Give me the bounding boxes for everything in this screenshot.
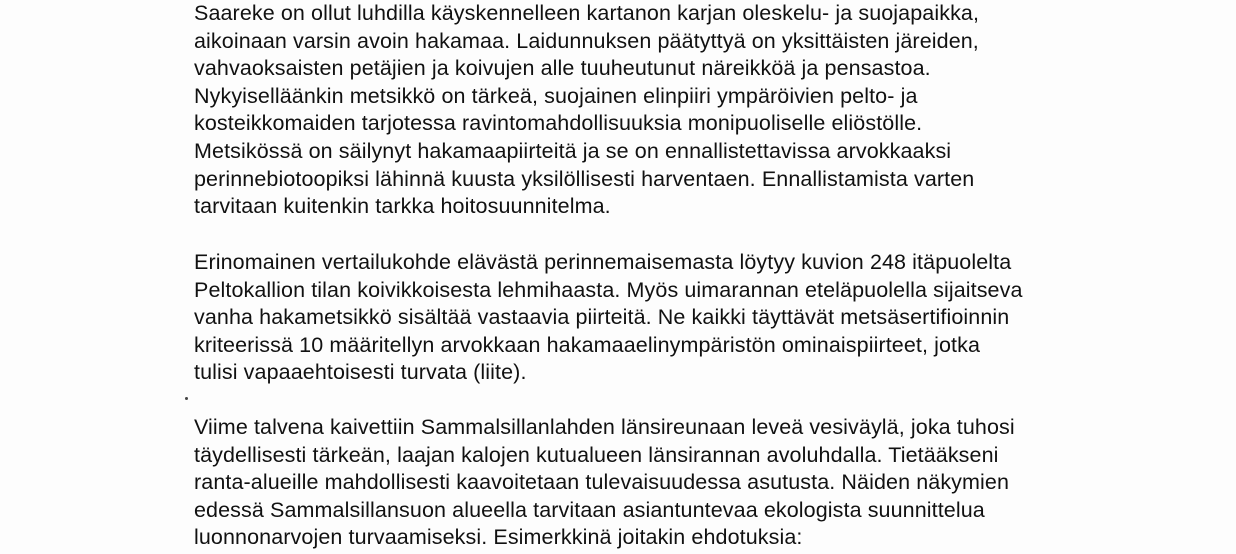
paragraph-3	[194, 414, 1194, 552]
paragraph-line: vahvaoksaisten petäjien ja koivujen alle tuuheutunut näreikköä ja pensastoa.	[194, 56, 931, 81]
paragraph-1	[194, 0, 1194, 221]
paragraph-line: tarvitaan kuitenkin tarkka hoitosuunnitelma.	[194, 194, 611, 219]
paragraph-line: Erinomainen vertailukohde elävästä perinnemaisemasta löytyy kuvion 248 itäpuolelta	[194, 250, 1012, 274]
paragraph-line: aikoinaan varsin avoin hakamaa. Laidunnuksen päätyttyä on yksittäisten järeiden,	[194, 28, 979, 53]
paragraph-line: perinnebiotoopiksi lähinnä kuusta yksilöllisesti harventaen. Ennallistamista varten	[194, 166, 975, 191]
paragraph-line: edessä Sammalsillansuon alueella tarvitaan asiantuntevaa ekologista suunnittelua	[194, 497, 985, 522]
paragraph-line: Viime talvena kaivettiin Sammalsillanlahden länsireunaan leveä vesiväylä, joka tuhosi	[194, 415, 1015, 439]
paragraph-line: Metsikössä on säilynyt hakamaapiirteitä ja se on ennallistettavissa arvokkaaksi	[194, 138, 952, 163]
paragraph-line: kosteikkomaiden tarjotessa ravintomahdollisuuksia monipuoliselle eliöstölle.	[194, 111, 923, 136]
paragraph-line: Nykyiselläänkin metsikkö on tärkeä, suojainen elinpiiri ympäröivien pelto- ja	[194, 83, 918, 108]
paragraph-line: kriteerissä 10 määritellyn arvokkaan hakamaaelinympäristön ominaispiirteet, jotka	[194, 332, 981, 357]
paragraph-line: Peltokallion tilan koivikkoisesta lehmihaasta. Myös uimarannan eteläpuolella sijaitseva	[194, 277, 1023, 302]
paragraph-line: ranta-alueille mahdollisesti kaavoitetaan tulevaisuudessa asutusta. Näiden näkymien	[194, 470, 1010, 495]
paragraph-2	[194, 249, 1194, 387]
scan-speck	[185, 397, 188, 400]
paragraph-line: täydellisesti tärkeän, laajan kalojen kutualueen länsirannan avoluhdalla. Tietääkseni	[194, 442, 999, 467]
paragraph-line: tulisi vapaaehtoisesti turvata (liite).	[194, 360, 527, 385]
paragraph-line: luonnonarvojen turvaamiseksi. Esimerkkinä joitakin ehdotuksia:	[194, 525, 803, 550]
paragraph-line: Saareke on ollut luhdilla käyskennelleen kartanon karjan oleskelu- ja suojapaikka,	[194, 1, 980, 25]
paragraph-line: vanha hakametsikkö sisältää vastaavia piirteitä. Ne kaikki täyttävät metsäsertifioinnin	[194, 305, 1010, 330]
